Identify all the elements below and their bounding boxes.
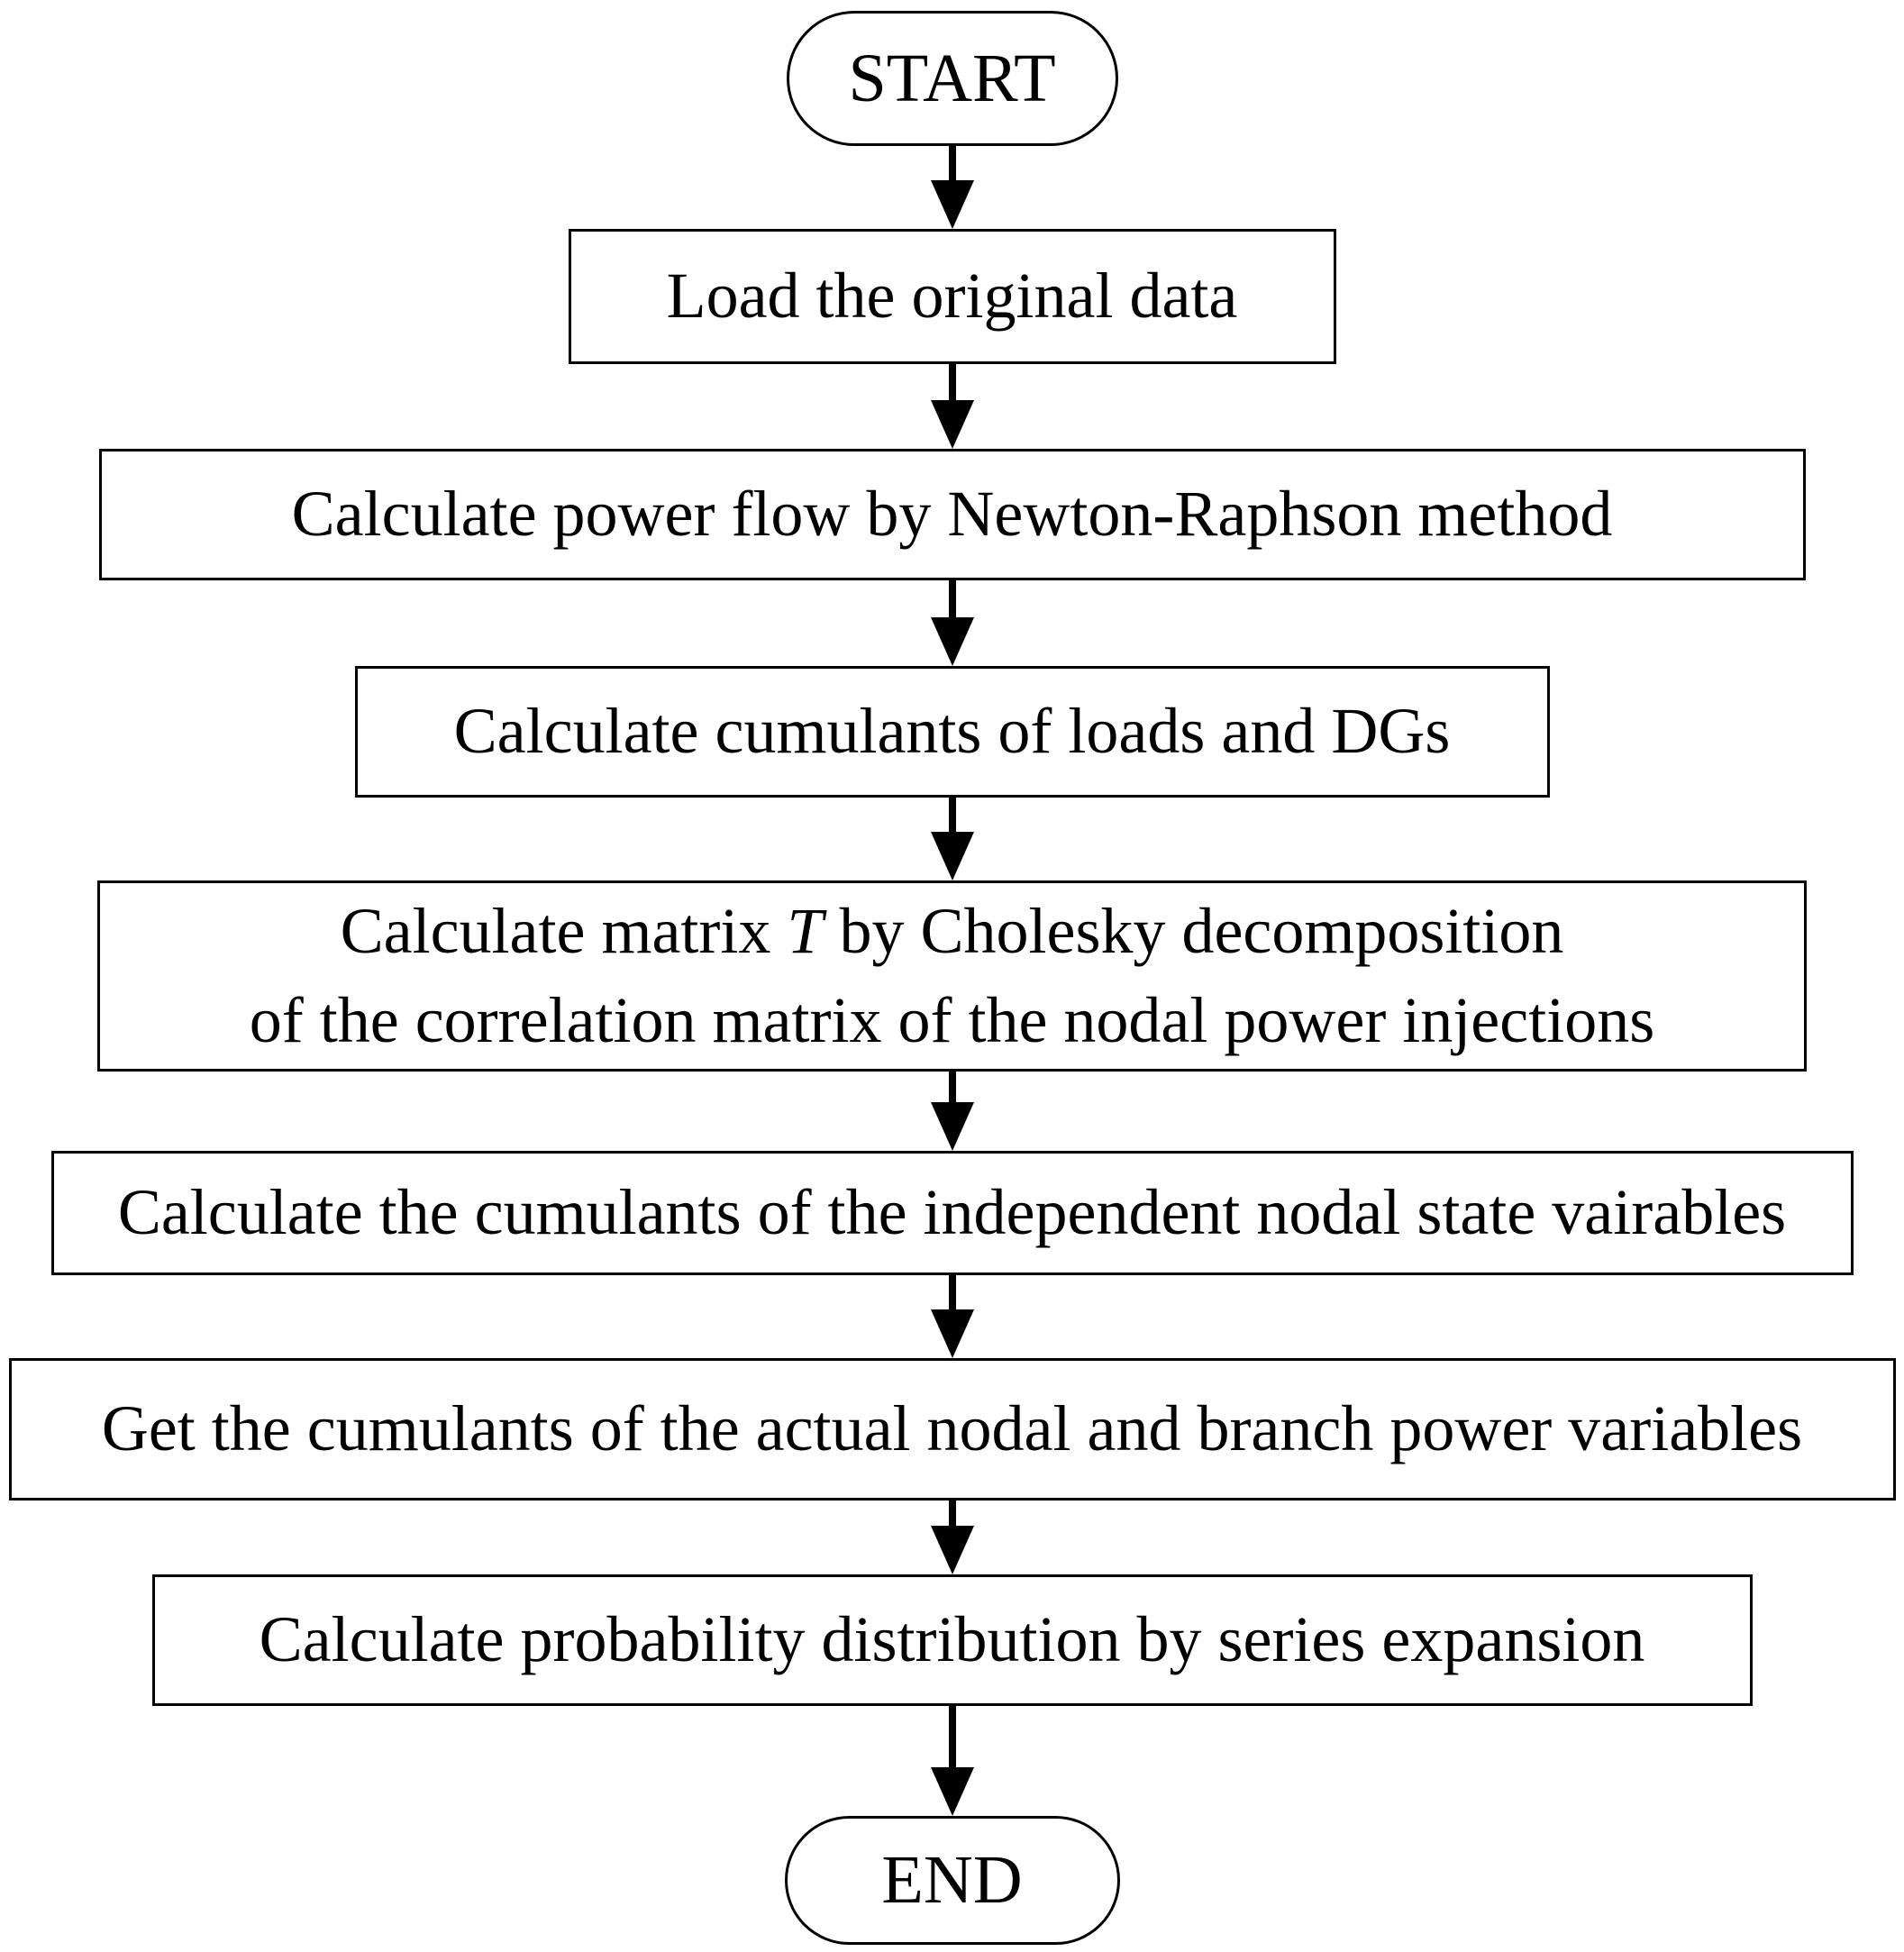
node-load-label: Load the original data: [666, 260, 1238, 333]
node-series-label: Calculate probability distribution by series expansion: [259, 1603, 1645, 1676]
node-power-flow-newton-raphson: [99, 449, 1806, 580]
arrow-shaft: [949, 798, 956, 832]
arrow-load-to-powerflow: [931, 364, 974, 449]
node-chol-line1: [341, 887, 1564, 976]
node-indep-label: Calculate the cumulants of the independent nodal state vairables: [117, 1176, 1787, 1249]
arrowhead-down-icon: [931, 400, 974, 449]
arrowhead-down-icon: [931, 617, 974, 666]
node-load-original-data: [569, 229, 1336, 364]
node-chol-matrix-t: T: [787, 894, 824, 967]
arrow-series-to-end: [931, 1706, 974, 1816]
node-independent-state-variables: [51, 1151, 1854, 1275]
arrowhead-down-icon: [931, 180, 974, 229]
arrow-shaft: [949, 1500, 956, 1526]
node-actual-nodal-branch-power: [9, 1358, 1896, 1500]
node-chol-line1-suffix: by Cholesky decomposition: [823, 894, 1564, 967]
arrow-independent-to-actual: [931, 1275, 974, 1358]
arrowhead-down-icon: [931, 832, 974, 880]
node-probability-series-expansion: [152, 1574, 1753, 1706]
arrow-shaft: [949, 1706, 956, 1767]
arrow-shaft: [949, 1275, 956, 1309]
arrow-powerflow-to-cumulants: [931, 580, 974, 666]
arrow-cumulants-to-cholesky: [931, 798, 974, 880]
arrow-shaft: [949, 146, 956, 180]
node-end-label: END: [881, 1842, 1023, 1919]
node-start-terminal: [787, 11, 1118, 146]
node-start-label: START: [848, 40, 1056, 116]
node-cholesky-decomposition: [97, 880, 1807, 1072]
arrowhead-down-icon: [931, 1309, 974, 1358]
arrow-shaft: [949, 1072, 956, 1102]
arrow-cholesky-to-independent: [931, 1072, 974, 1151]
arrow-start-to-load: [931, 146, 974, 229]
arrow-shaft: [949, 580, 956, 617]
arrowhead-down-icon: [931, 1526, 974, 1574]
node-pflow-label: Calculate power flow by Newton-Raphson method: [291, 478, 1613, 551]
node-end-terminal: [785, 1816, 1120, 1945]
arrow-actual-to-series: [931, 1500, 974, 1574]
node-chol-line1-prefix: Calculate matrix: [340, 894, 788, 967]
node-chol-line2: of the correlation matrix of the nodal power injections: [249, 984, 1655, 1056]
node-cumulants-loads-dgs: [355, 666, 1550, 798]
arrowhead-down-icon: [931, 1767, 974, 1816]
arrowhead-down-icon: [931, 1102, 974, 1151]
arrow-shaft: [949, 364, 956, 400]
node-cumul-label: Calculate cumulants of loads and DGs: [453, 695, 1451, 768]
node-actual-label: Get the cumulants of the actual nodal and branch power variables: [101, 1392, 1803, 1465]
